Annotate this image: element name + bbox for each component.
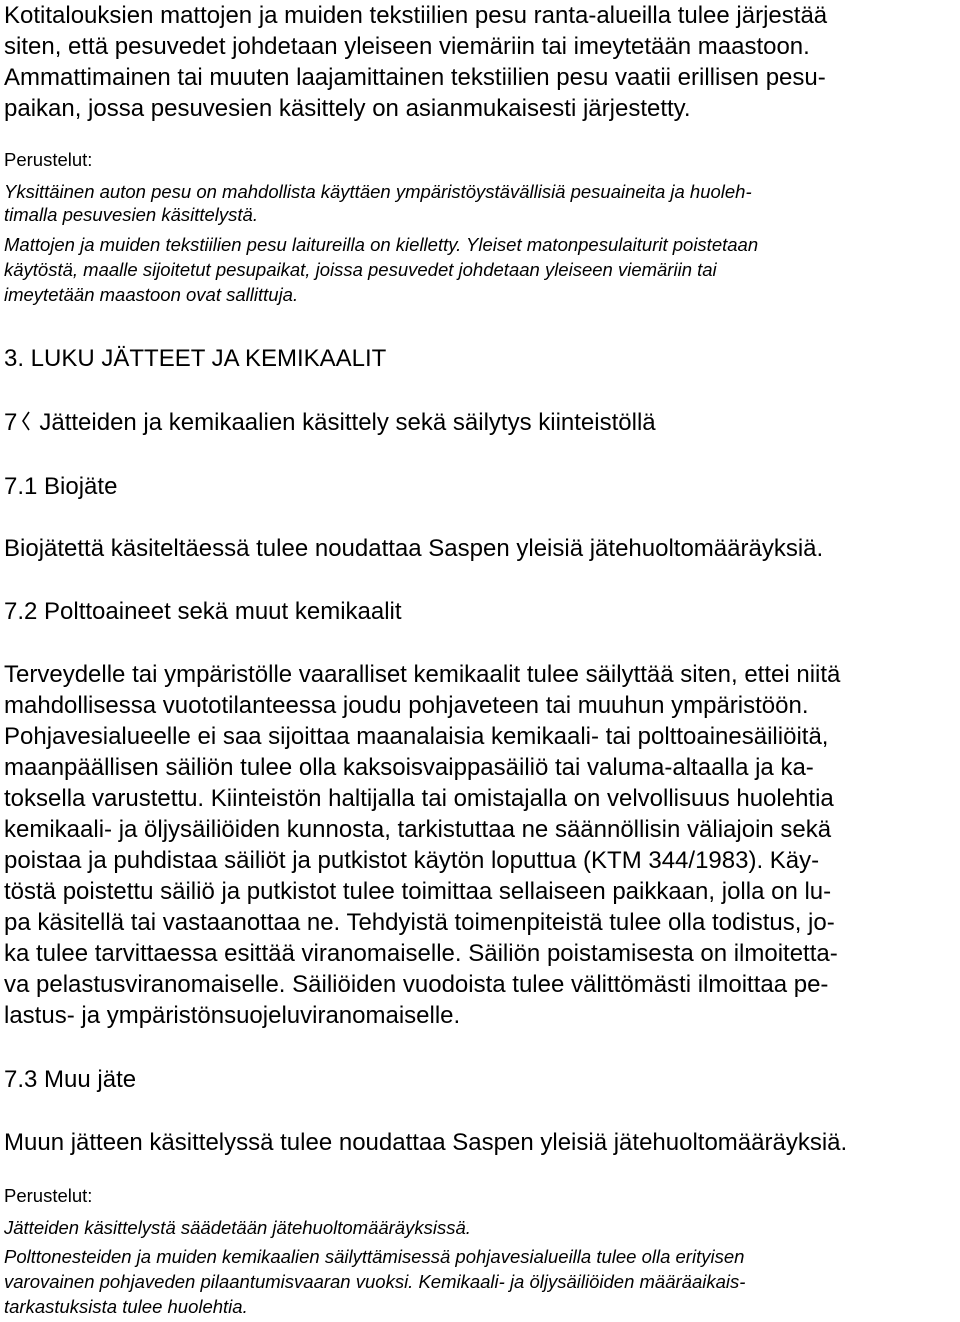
section-mark-icon bbox=[21, 409, 31, 433]
paragraph-line: Terveydelle tai ympäristölle vaaralliset kemikaalit tulee säilyttää siten, ettei niitä bbox=[4, 661, 841, 688]
paragraph-line: kemikaali- ja öljysäiliöiden kunnosta, tarkistuttaa ne säännöllisin väliajoin sekä bbox=[4, 816, 832, 843]
note-line: timalla pesuvesien käsittelystä. bbox=[4, 204, 258, 225]
paragraph-line: mahdollisessa vuototilanteessa joudu pohjaveteen tai muuhun ympäristöön. bbox=[4, 692, 809, 719]
paragraph-line: töstä poistettu säiliö ja putkistot tulee toimittaa sellaiseen paikkaan, jolla on lu- bbox=[4, 878, 832, 905]
section-title: Jätteiden ja kemikaalien käsittely sekä säilytys kiinteistöllä bbox=[39, 409, 656, 436]
chapter-heading: 3. LUKU JÄTTEET JA KEMIKAALIT bbox=[4, 345, 387, 372]
intro-line: siten, että pesuvedet johdetaan yleiseen viemäriin tai imeytetään maastoon. bbox=[4, 33, 810, 60]
intro-line: Ammattimainen tai muuten laajamittainen tekstiilien pesu vaatii erillisen pesu- bbox=[4, 64, 826, 91]
note-line: Jätteiden käsittelystä säädetään jätehuoltomääräyksissä. bbox=[4, 1217, 471, 1238]
subsection-heading: 7.2 Polttoaineet sekä muut kemikaalit bbox=[4, 598, 402, 625]
note-line: käytöstä, maalle sijoitetut pesupaikat, joissa pesuvedet johdetaan yleiseen viemäriin tai bbox=[4, 259, 717, 280]
paragraph-line: toksella varustettu. Kiinteistön haltijalla tai omistajalla on velvollisuus huolehtia bbox=[4, 785, 834, 812]
note-line: varovainen pohjaveden pilaantumisvaaran vuoksi. Kemikaali- ja öljysäiliöiden määräaikais- bbox=[4, 1271, 746, 1292]
paragraph-line: pa käsitellä tai vastaanottaa ne. Tehdyistä toimenpiteistä tulee olla todistus, jo- bbox=[4, 909, 835, 936]
note-line: imeytetään maastoon ovat sallittuja. bbox=[4, 284, 299, 305]
paragraph-line: poistaa ja puhdistaa säiliöt ja putkistot käytön loputtua (KTM 344/1983). Käy- bbox=[4, 847, 820, 874]
paragraph-text: Biojätettä käsiteltäessä tulee noudattaa Saspen yleisiä jätehuoltomääräyksiä. bbox=[4, 535, 824, 562]
paragraph-line: Pohjavesialueelle ei saa sijoittaa maanalaisia kemikaali- tai polttoainesäiliöitä, bbox=[4, 723, 829, 750]
note-line: Polttonesteiden ja muiden kemikaalien säilyttämisessä pohjavesialueilla tulee olla erityisen bbox=[4, 1246, 745, 1267]
paragraph-line: va pelastusviranomaiselle. Säiliöiden vuodoista tulee välittömästi ilmoittaa pe- bbox=[4, 971, 829, 998]
paragraph-text: Muun jätteen käsittelyssä tulee noudattaa Saspen yleisiä jätehuoltomääräyksiä. bbox=[4, 1129, 848, 1156]
paragraph-line: lastus- ja ympäristönsuojeluviranomaiselle. bbox=[4, 1002, 461, 1029]
intro-line: paikan, jossa pesuvesien käsittely on asianmukaisesti järjestetty. bbox=[4, 95, 691, 122]
note-line: Yksittäinen auton pesu on mahdollista käyttäen ympäristöystävällisiä pesuaineita ja huoleh- bbox=[4, 181, 752, 202]
section-heading bbox=[4, 407, 656, 438]
note-label: Perustelut: bbox=[4, 149, 93, 170]
subsection-heading: 7.1 Biojäte bbox=[4, 473, 118, 500]
note-line: tarkastuksista tulee huolehtia. bbox=[4, 1296, 248, 1317]
note-label: Perustelut: bbox=[4, 1185, 93, 1206]
section-number: 7 bbox=[4, 409, 18, 436]
paragraph-line: maanpäällisen säiliön tulee olla kaksoisvaippasäiliö tai valuma-altaalla ja ka- bbox=[4, 754, 814, 781]
subsection-heading: 7.3 Muu jäte bbox=[4, 1066, 137, 1093]
paragraph-line: ka tulee tarvittaessa esittää viranomaiselle. Säiliön poistamisesta on ilmoitetta- bbox=[4, 940, 838, 967]
note-line: Mattojen ja muiden tekstiilien pesu laitureilla on kielletty. Yleiset matonpesulaiturit poistetaan bbox=[4, 234, 759, 255]
intro-line: Kotitalouksien mattojen ja muiden tekstiilien pesu ranta-alueilla tulee järjestää bbox=[4, 2, 828, 29]
